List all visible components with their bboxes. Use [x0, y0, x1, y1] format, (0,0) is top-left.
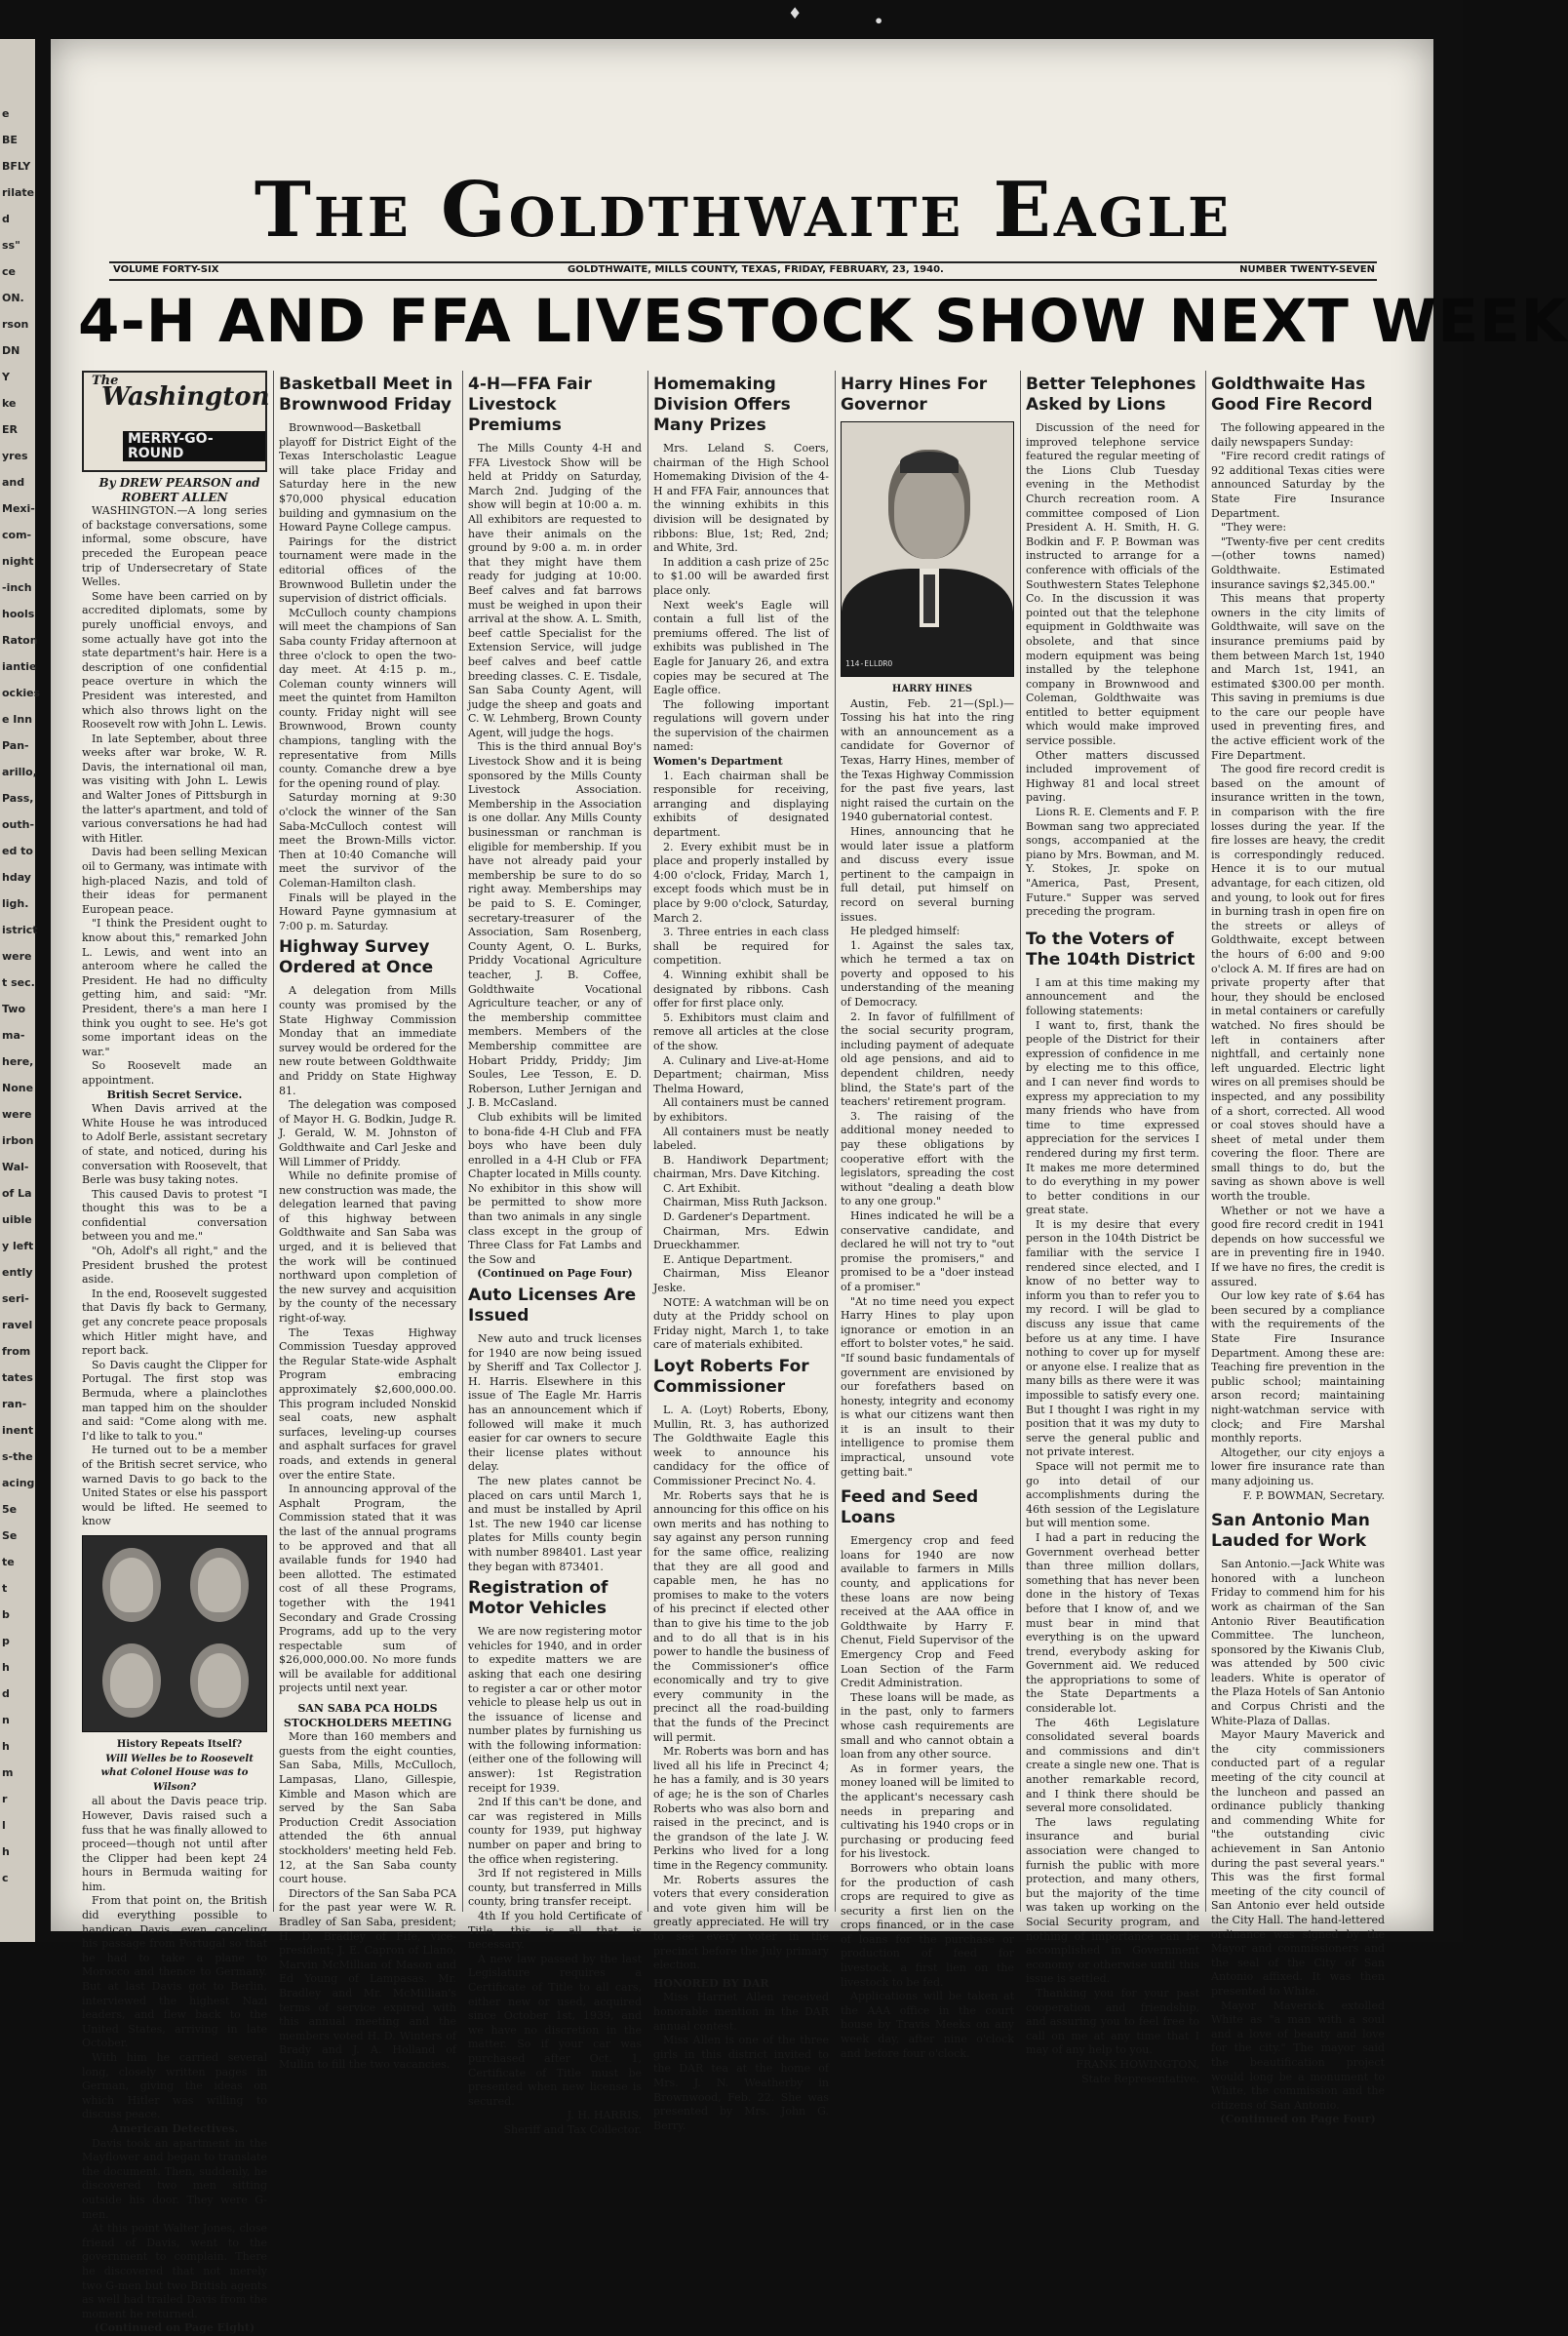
article-paragraphs — [1026, 976, 1199, 2058]
paragraph: The 46th Legislature consolidated several boards and commissions and din't create a single new one. That is another remarkable record, and I think there should be several more consolidated. — [1026, 1716, 1199, 1815]
adjacent-page-fragment: c — [2, 1872, 9, 1884]
paragraph: D. Gardener's Department. — [663, 1210, 811, 1224]
paragraph: A. Culinary and Live-at-Home Department; chairman, Miss Thelma Howard, — [653, 1053, 829, 1095]
headline-homemaking: Homemaking Division Offers Many Prizes — [653, 375, 791, 435]
adjacent-page-fragment: h — [2, 1845, 10, 1858]
paragraph: Saturday morning at 9:30 o'clock the winner of the San Saba-McCulloch contest will meet the Brown-Mills victor. Then at 10:40 Comanche will meet the survivor of the Coleman-Hamilton clash. — [279, 791, 456, 890]
headline-pca: SAN SABA PCA HOLDS STOCKHOLDERS MEETING — [283, 1702, 452, 1729]
adjacent-page-fragment: Raton — [2, 634, 38, 647]
adjacent-page-fragment: Pan- — [2, 739, 29, 752]
paragraph: A delegation from Mills county was promised by the State Highway Commission Monday that an immediate survey would be ordered for the new route between Goldthwaite and Priddy on State Highway 81. — [279, 984, 456, 1097]
paragraph: We are now registering motor vehicles for 1940, and in order to expedite matters we are asking that each one desiring to register a car or other motor vehicle to please help us out in the issuance of license and number plates by furnishing us with the following information: (either one of the following will answer): 1st Registration receipt for 1939. — [468, 1625, 642, 1795]
subhead: American Detectives. — [110, 2121, 239, 2135]
paragraph: These loans will be made, as in the past, only to farmers whose cash requirements are small and who cannot obtain a loan from any other source. — [841, 1690, 1014, 1762]
paragraph: 3. Three entries in each class shall be required for competition. — [653, 926, 829, 968]
adjacent-page-fragment: were — [2, 1108, 32, 1121]
adjacent-page-fragment: p — [2, 1635, 10, 1647]
article-paragraphs — [82, 2137, 267, 2322]
adjacent-page-fragment: ockies — [2, 687, 41, 699]
paragraph: Austin, Feb. 21—(Spl.)—Tossing his hat into the ring with an announcement as a candidate for Governor of Texas, Harry Hines, member of the Texas Highway Commission for the past five years, last night raised the curtain on the 1940 gubernatorial contest. — [841, 696, 1014, 824]
paragraph: The Texas Highway Commission Tuesday approved the Regular State-wide Asphalt Program embracing approximately $2,600,000.00. This program included Nonskid seal coats, new asphalt surfaces, leveling-up courses and asphalt surfaces for gravel roads, and extends in general over the entire State. — [279, 1326, 456, 1482]
paragraph: "Fire record credit ratings of 92 additional Texas cities were announced Saturday by the State Fire Insurance Department. — [1211, 450, 1385, 520]
paragraph: In late September, about three weeks after war broke, W. R. Davis, the international oil man, was visiting with John L. Lewis and Walter Jones of Pittsburgh in the latter's apartment, and told of various conversations he had had with Hitler. — [82, 732, 267, 845]
paragraph: 4. Winning exhibit shall be designated by ribbons. Cash offer for first place only. — [653, 968, 829, 1010]
article-paragraphs — [1211, 1558, 1385, 2113]
paragraph: When Davis arrived at the White House he was introduced to Adolf Berle, assistant secretary of state, and noticed, during his conversation with Roosevelt, that Berle was busy taking notes. — [82, 1102, 267, 1187]
paragraph: It is my desire that every person in the 104th District be familiar with the service I rendered since elected, and I know of no better way to inform you than to refer you to my record. I will be glad to discuss any issue that came before us at any time. I have nothing to cover up for myself or anyone else. I realize that as many bills as there were it was impossible to satisfy every one. But I thought I was right in my position that it was my duty to serve the general public and not private interest. — [1026, 1217, 1199, 1459]
adjacent-page-fragment: b — [2, 1608, 10, 1621]
headline-loans: Feed and Seed Loans — [841, 1487, 979, 1528]
paragraph: B. Handiwork Department; chairman, Mrs. Dave Kitching. — [653, 1153, 829, 1181]
merry-go-round-logo — [82, 371, 270, 472]
paragraph: 4th If you hold Certificate of Title, this is all that is necessary. — [468, 1910, 642, 1952]
adjacent-page-fragment: Se — [2, 1529, 18, 1542]
paragraph: I am at this time making my announcement and the following statements: — [1026, 975, 1199, 1017]
subhead: Women's Department — [653, 755, 783, 769]
adjacent-page-strip — [0, 39, 41, 1942]
article-paragraphs — [1211, 421, 1385, 1489]
adjacent-page-fragment: seri- — [2, 1292, 29, 1305]
column-rule — [273, 371, 274, 1912]
adjacent-page-fragment: te — [2, 1556, 15, 1568]
photo-welles-house — [82, 1535, 267, 1732]
paragraph: New auto and truck licenses for 1940 are now being issued by Sheriff and Tax Collector J. H. Harris. Elsewhere in this issue of The Eagle Mr. Harris has an announcement which if followed will make it much easier for car owners to secure their license plates without delay. — [468, 1332, 642, 1474]
adjacent-page-fragment: ss" — [2, 239, 20, 252]
headline-registration: Registration of Motor Vehicles — [468, 1578, 608, 1619]
paragraph: all about the Davis peace trip. However, Davis raised such a fuss that he was finally allowed to proceed—though not until after the Clipper had been kept 24 hours in Bermuda waiting for him. — [82, 1795, 267, 1893]
volume-label: VOLUME FORTY-SIX — [113, 264, 219, 275]
paragraph: The laws regulating insurance and burial association were changed to furnish the public with more protection, and many others, but the majority of the time was taken up working on the Social Security program, and nothing of importance can be accomplished in Government economy or otherwise until this issue is settled. — [1026, 1815, 1199, 1986]
headline-dar: HONORED BY DAR — [653, 1976, 769, 1990]
paragraph: 2nd If this can't be done, and car was registered in Mills county for 1939, put highway number on paper and bring to the office when registering. — [468, 1796, 642, 1866]
paragraph: E. Antique Department. — [663, 1252, 793, 1266]
adjacent-page-fragment: ed to — [2, 845, 33, 857]
paragraph: Hines, announcing that he would later issue a platform and discuss every issue pertinent to the campaign in full detail, put himself on record on several burning issues. — [841, 824, 1014, 924]
article-paragraphs — [468, 442, 642, 1267]
paragraph: The new plates cannot be placed on cars until March 1, and must be installed by April 1st. The new 1940 car license plates for Mills county begin with number 898401. Last year they began with 873401. — [468, 1474, 642, 1573]
article-paragraphs — [82, 1795, 267, 2122]
paragraph: This is the third annual Boy's Livestock Show and it is being sponsored by the Mills County Livestock Association. Membership in the Association is one dollar. Any Mills County businessman or ranchman is eligible for membership. If you have not already paid your membership be sure to do so right away. Memberships may be paid to S. E. Cominger, secretary-treasurer of the Association, Sam Rosenberg, County Agent, O. L. Burks, Priddy Vocational Agriculture teacher, J. B. Coffee, Goldthwaite Vocational Agriculture teacher, or any of the membership committee members. Members of the Membership committee are Hobart Priddy, Priddy; Jim Soules, Lee Tesson, E. D. Roberson, Luther Jernigan and J. B. McCasland. — [468, 740, 642, 1110]
adjacent-page-fragment: iantie — [2, 660, 37, 673]
adjacent-page-fragment: t sec. — [2, 976, 35, 989]
article-paragraphs — [279, 421, 456, 933]
paragraph: The delegation was composed of Mayor H. G. Bodkin, Judge R. J. Gerald, W. M. Johnston of Goldthwaite and Carl Jeske and Will Limmer of Priddy. — [279, 1098, 456, 1168]
adjacent-page-fragment: 5e — [2, 1503, 18, 1516]
adjacent-page-fragment: rson — [2, 318, 29, 331]
paragraph: Directors of the San Saba PCA for the past year were W. R. Bradley of San Saba, president; H. D. Bradley of Fife, vice-president; J. E. Capron of Llano, Marvin McMillian of Mason and Ed Young of Lampasas. Mr. Bradley and Mr. McMillian's terms of service expired with this annual meeting and the members voted H. D. Winters of Brady and J. A. Holland of Mullin to fill the two vacancies. — [279, 1886, 456, 2071]
paragraph: The good fire record credit is based on the amount of insurance written in the town, in comparison with the fire losses during the year. If the fire losses are heavy, the credit is correspondingly reduced. Hence it is to our mutual advantage, for each citizen, old and young, to look out for fires in burning trash in open fire on the streets or alleys of Goldthwaite, except between the hours of 6:00 and 9:00 o'clock A. M. If fires are had on private property after that hour, they should be enclosed in metal containers or carefully watched. No fires should be left in containers after nightfall, and certainly none left unguarded. Electric light wires on all premises should be inspected, and any possibility of a short, corrected. All wood or coal stoves should have a sheet of metal under them covering the floor. There are small things to do, but the saving as shown above is well worth the trouble. — [1211, 763, 1385, 1204]
dateline-bar — [109, 261, 1377, 281]
article-paragraphs — [653, 1404, 829, 1973]
column-telephones-voters — [1026, 371, 1199, 2085]
adjacent-page-fragment: d — [2, 1687, 10, 1700]
column-merry-go-round — [82, 371, 270, 2335]
adjacent-page-fragment: arillo, — [2, 766, 37, 778]
paragraph: So Davis caught the Clipper for Portugal. The first stop was Bermuda, where a plainclothes man tapped him on the shoulder and said: "Come along with me. I'd like to talk to you." — [82, 1358, 267, 1443]
signature: J. H. HARRIS, — [567, 2109, 642, 2122]
paragraph: Next week's Eagle will contain a full list of the premiums offered. The list of exhibits was published in The Eagle for January 26, and extra copies may be secured at The Eagle office. — [653, 598, 829, 697]
paragraph: C. Art Exhibit. — [663, 1181, 741, 1195]
paragraph: Hines indicated he will be a conservative candidate, and declared he will not try to "out promise the promisers," and promised to be a "doer instead of a promiser." — [841, 1208, 1014, 1293]
paragraph: The following important regulations will govern under the supervision of the chairmen named: — [653, 697, 829, 754]
paragraph: Chairman, Mrs. Edwin Drueckhammer. — [653, 1224, 829, 1252]
adjacent-page-fragment: m — [2, 1766, 14, 1779]
paragraph: Finals will be played in the Howard Payne gymnasium at 7:00 p. m. Saturday. — [279, 891, 456, 932]
adjacent-page-fragment: hday — [2, 871, 31, 884]
headline-premiums: 4-H—FFA Fair Livestock Premiums — [468, 375, 592, 435]
headline-voters: To the Voters of The 104th District — [1026, 929, 1196, 970]
article-paragraphs — [279, 1730, 456, 2072]
continued-note: (Continued on Page Eight) — [94, 2321, 255, 2335]
adjacent-page-fragment: Wal- — [2, 1161, 29, 1173]
column-basketball-highway — [279, 371, 456, 2071]
paragraph: 3rd If not registered in Mills county, but transferred in Mills county, bring transfer receipt. — [468, 1867, 642, 1909]
paragraph: With him he carried several long, closely written pages in German, giving the ideas on which Hitler was willing to discuss peace. — [82, 2051, 267, 2121]
adjacent-page-fragment: night — [2, 555, 34, 568]
column-premiums-licenses — [468, 371, 642, 2136]
paragraph: The Mills County 4-H and FFA Livestock Show will be held at Priddy on Saturday, March 2nd. Judging of the show will begin at 10:00 a. m. All exhibitors are requested to have their animals on the ground by 9:00 a. m. in order that they might have them ready for judging at 10:00. Beef calves and fat barrows must be weighed in upon their arrival at the show. A. L. Smith, beef cattle Specialist for the Extension Service, will judge beef calves and beef cattle breeding classes. C. E. Tisdale, San Saba County Agent, will judge the sheep and goats and C. W. Lehmberg, Brown County Agent, will judge the hogs. — [468, 442, 642, 739]
signature-title: State Representative. — [1081, 2072, 1199, 2085]
article-paragraphs — [468, 1625, 642, 2109]
adjacent-page-fragment: here, — [2, 1055, 34, 1068]
article-paragraphs — [653, 770, 829, 1353]
column-rule — [1020, 371, 1021, 1912]
paragraph: "Oh, Adolf's all right," and the President brushed the protest aside. — [82, 1245, 267, 1287]
adjacent-page-fragment: com- — [2, 529, 32, 541]
adjacent-page-fragment: from — [2, 1345, 31, 1358]
article-paragraphs — [653, 442, 829, 755]
paragraph: Chairman, Miss Ruth Jackson. — [663, 1196, 828, 1209]
issue-number: NUMBER TWENTY-SEVEN — [1239, 264, 1375, 275]
signature: FRANK HOWINGTON, — [1076, 2057, 1199, 2071]
adjacent-page-fragment: e Inn — [2, 713, 33, 726]
column-fire-san-antonio — [1211, 371, 1385, 2126]
subhead: British Secret Service. — [106, 1088, 243, 1101]
photo-caption-italic: Will Welles be to Roosevelt what Colonel House was to Wilson? — [100, 1753, 254, 1793]
adjacent-page-fragment: y left — [2, 1240, 34, 1252]
paragraph: Lions R. E. Clements and F. P. Bowman sang two appreciated songs, accompanied at the piano by Mrs. Bowman, and M. Y. Stokes, Jr. spoke on "America, Past, Present, Future." Supper was served preceding the program. — [1026, 806, 1199, 919]
paragraph: This caused Davis to protest "I thought this was to be a confidential conversation between you and me." — [82, 1187, 267, 1244]
article-paragraphs — [468, 1332, 642, 1574]
paragraph: WASHINGTON.—A long series of backstage conversations, some informal, some obscure, have preceded the European peace trip of Undersecretary of State Welles. — [82, 504, 267, 589]
paragraph: The following appeared in the daily newspapers Sunday: — [1211, 421, 1385, 449]
edge-mark: ♦ — [788, 4, 803, 22]
article-paragraphs — [1026, 421, 1199, 920]
adjacent-page-fragment: ently — [2, 1266, 33, 1279]
adjacent-page-fragment: e — [2, 107, 10, 120]
paragraph: Davis had been selling Mexican oil to Germany, was intimate with high-placed Nazis, and told of their ideas for permanent European peace. — [82, 846, 267, 916]
adjacent-page-fragment: BFLY — [2, 160, 31, 173]
dateline: GOLDTHWAITE, MILLS COUNTY, TEXAS, FRIDAY, FEBRUARY, 23, 1940. — [568, 264, 944, 275]
paragraph: Chairman, Miss Eleanor Jeske. — [653, 1267, 829, 1295]
paragraph: Club exhibits will be limited to bona-fide 4-H Club and FFA boys who have been duly enrolled in a 4-H Club or FFA Chapter located in Mills county. No exhibitor in this show will be permitted to show more than two animals in any single class except in the group of Three Class for Fat Lambs and the Sow and — [468, 1110, 642, 1266]
article-paragraphs — [841, 697, 1014, 1481]
adjacent-page-fragment: istrict — [2, 924, 38, 936]
adjacent-page-fragment: ligh. — [2, 897, 29, 910]
adjacent-page-fragment: BE — [2, 134, 18, 146]
adjacent-page-fragment: ma- — [2, 1029, 25, 1042]
adjacent-page-fragment: Two — [2, 1003, 26, 1015]
logo-washington: Washington — [101, 382, 270, 412]
article-paragraphs — [653, 1991, 829, 2133]
adjacent-page-fragment: ce — [2, 265, 16, 278]
paragraph: Altogether, our city enjoys a lower fire insurance rate than many adjoining us. — [1211, 1445, 1385, 1487]
adjacent-page-fragment: ER — [2, 423, 18, 436]
byline: By DREW PEARSON and ROBERT ALLEN — [98, 476, 260, 504]
adjacent-page-fragment: yres — [2, 450, 28, 462]
paragraph: In the end, Roosevelt suggested that Davis fly back to Germany, get any concrete peace proposals which Hitler might have, and report back. — [82, 1287, 267, 1358]
paragraph: Mr. Roberts was born and has lived all his life in Precinct 4; he has a family, and is 30 years of age; he is the son of Charles Roberts who was also born and raised in the precinct, and is the grandson of the late J. W. Perkins who lived for a long time in the Regency community. — [653, 1745, 829, 1872]
paragraph: Davis took an apartment in the Mayflower and began to translate the document. Then, suddenly, he discovered two men sitting outside his door. They were G-men. — [82, 2136, 267, 2221]
article-paragraphs — [841, 1534, 1014, 2061]
adjacent-page-fragment: r — [2, 1793, 8, 1805]
paragraph: 1. Against the sales tax, which he termed a tax on poverty and opposed to his understanding of the meaning of Democracy. — [841, 938, 1014, 1010]
paragraph: I had a part in reducing the Government overhead better than three million dollars, something that has never been done in the history of Texas before that I know of, and we must bear in mind that everything is on the upward trend, everybody asking for Government aid. We reduced the appropriations to some of the State Departments a considerable lot. — [1026, 1530, 1199, 1716]
paragraph: Mrs. Leland S. Coers, chairman of the High School Homemaking Division of the 4-H and FFA Fair, announces that the winning exhibits in this division will be designated by ribbons: Blue, 1st; Red, 2nd; and White, 3rd. — [653, 442, 829, 555]
headline-licenses: Auto Licenses Are Issued — [468, 1286, 637, 1326]
paragraph: Whether or not we have a good fire record credit in 1941 depends on how successful we are in preventing fire in 1940. If we have no fires, the credit is assured. — [1211, 1204, 1385, 1288]
paragraph: Miss Allen is one of the three girls in this district invited to the DAR tea at the home of Mrs. J. N. Weatherby in Brownwood, Feb. 22. She was presented by Mrs. John G. Berry. — [653, 2034, 829, 2132]
paragraph: He turned out to be a member of the British secret service, who warned Davis to go back to the United States or else his passport would be lifted. He seemed to know — [82, 1444, 267, 1528]
photo-caption: History Repeats Itself? — [116, 1738, 243, 1750]
paragraph: As in former years, the money loaned will be limited to the applicant's necessary cash needs in preparing and cultivating his 1940 crops or in purchasing or producing feed for his livestock. — [841, 1762, 1014, 1861]
paragraph: He pledged himself: — [850, 925, 960, 938]
masthead-title: The Goldthwaite Eagle — [254, 166, 1233, 255]
adjacent-page-fragment: None — [2, 1082, 34, 1094]
paragraph: 3. The raising of the additional money needed to pay these obligations by cooperative effort with the legislators, spreading the cost without "dealing a death blow to any one group." — [841, 1109, 1014, 1208]
paragraph: Applications will be taken at the AAA office in the court house by Travis Meeks on any week day, after nine o'clock and before four o'clock. — [841, 1990, 1014, 2060]
paragraph: Our low key rate of $.64 has been secured by a compliance with the requirements of the State Fire Insurance Department. Among these are: Teaching fire prevention in the public school; maintaining arson record; maintaining night-watchman service with clock; and Fire Marshal monthly reports. — [1211, 1289, 1385, 1445]
adjacent-page-fragment: l — [2, 1819, 6, 1832]
paragraph: Other matters discussed included improvement of Highway 81 and local street paving. — [1026, 748, 1199, 805]
paragraph: A new law passed by the last Legislature requires a Certificate of Title to all cars, either new or used, acquired since October 1st, 1939, and we have no discretion in the matter. So if your car was purchased after Oct. 1, Certificate of Title must be presented when new license is secured. — [468, 1952, 642, 2108]
article-paragraphs — [82, 1102, 267, 1529]
paragraph: Mr. Roberts assures the voters that every consideration and vote given him will be greatly appreciated. He will try to see every voter in the precinct before the July primary election. — [653, 1873, 829, 1972]
photo-harry-hines — [841, 421, 1014, 677]
adjacent-page-fragment: Mexi- — [2, 502, 35, 515]
paragraph: Some have been carried on by accredited diplomats, some by purely unofficial envoys, and some actually have got into the state department's hair. Here is a description of one confidential peace overture in which the President was interested, and which also throws light on the Roosevelt row with John L. Lewis. — [82, 589, 267, 732]
article-paragraphs — [82, 504, 267, 1088]
headline-basketball: Basketball Meet in Brownwood Friday — [279, 375, 453, 415]
adjacent-page-fragment: and — [2, 476, 25, 489]
continued-note: (Continued on Page Four) — [477, 1267, 633, 1281]
paragraph: From that point on, the British did everything possible to handicap Davis, even canceling his passage from Portugal so that he had to take a plane to Morocco and thence to Germany. But at last Davis got to Berlin, interviewed the highest Nazi leaders, and flew back to the United States, arriving in late October. — [82, 1894, 267, 2050]
edge-mark: • — [874, 12, 884, 30]
paragraph: L. A. (Loyt) Roberts, Ebony, Mullin, Rt. 3, has authorized The Goldthwaite Eagle this week to announce his candidacy for the office of Commissioner Precinct No. 4. — [653, 1404, 829, 1487]
adjacent-page-fragment: irbon — [2, 1134, 34, 1147]
paragraph: Thanking you for your past cooperation and friendship, and assuring you to feel free to call on me at any time that I may of any help to you. — [1026, 1986, 1199, 2057]
adjacent-page-fragment: DN — [2, 344, 20, 357]
paragraph: In announcing approval of the Asphalt Program, the Commission stated that it was the last of the annual programs to be approved and that all available funds for 1940 had been allotted. The estimated cost of all these Programs, together with the 1941 Secondary and Grade Crossing Programs, add up to the very respectable sum of $26,000,000.00. No more funds will be available for additional projects until next year. — [279, 1483, 456, 1695]
headline-fire: Goldthwaite Has Good Fire Record — [1211, 375, 1373, 415]
paragraph: Brownwood—Basketball playoff for District Eight of the Texas Interscholastic League will take place Friday and Saturday here in the new $70,000 physical education building and gymnasium on the Howard Payne College campus. — [279, 421, 456, 535]
headline-highway: Highway Survey Ordered at Once — [279, 937, 434, 978]
headline-telephones: Better Telephones Asked by Lions — [1026, 375, 1196, 415]
paragraph: Emergency crop and feed loans for 1940 are now available to farmers in Mills county, and applications for these loans are now being received at the AAA office in Goldthwaite by Harry F. Chenut, Field Supervisor of the Emergency Crop and Feed Loan Section of the Farm Credit Administration. — [841, 1534, 1014, 1690]
paragraph: Borrowers who obtain loans for the production of cash crops are required to give as security a first lien on the crops financed, or in the case of loans for the purchase or production of feed for livestock, a first lien on the livestock to be fed. — [841, 1861, 1014, 1989]
adjacent-page-fragment: h — [2, 1740, 10, 1753]
paragraph: "At no time need you expect Harry Hines to play upon ignorance or emotion in an effort to bolster votes," he said. "If sound basic fundamentals of government are envisioned by our forefathers based on honesty, integrity and economy is what our citizens want then it is an insult to their intelligence to promise them impractical, unsound vote getting bait." — [841, 1294, 1014, 1479]
paragraph: All containers must be neatly labeled. — [653, 1125, 829, 1153]
adjacent-page-fragment: s-the — [2, 1450, 33, 1463]
paragraph: Pairings for the district tournament were made in the editorial offices of the Brownwood Bulletin under the supervision of district officials. — [279, 535, 456, 606]
paragraph: 2. In favor of fulfillment of the social security program, including payment of adequate old age pensions, and aid to dependent children, needy blind, the State's part of the teachers' retirement program. — [841, 1010, 1014, 1109]
adjacent-page-fragment: inent — [2, 1424, 34, 1437]
paragraph: 1. Each chairman shall be responsible for receiving, arranging and displaying exhibits of designated department. — [653, 769, 829, 840]
adjacent-page-fragment: t — [2, 1582, 8, 1595]
paragraph: Miss Harriet Allen received honorable mention in the DAR annual contest. — [653, 1991, 829, 2033]
adjacent-page-fragment: n — [2, 1714, 10, 1726]
adjacent-page-fragment: acing — [2, 1477, 35, 1489]
paragraph: Mayor Maverick extolled White as "a man with a soul and a love of beauty and love for the city." The mayor said the beautification project would long be a monument to White, the commission and the citizens of San Antonio. — [1211, 1999, 1385, 2112]
adjacent-page-fragment: Y — [2, 371, 10, 383]
signature-title: Sheriff and Tax Collector. — [503, 2122, 642, 2136]
logo-merry-go-round: MERRY-GO-ROUND — [123, 431, 265, 461]
paragraph: I want to, first, thank the people of the District for their expression of confidence in me by electing me to this office, and I can never find words to express my appreciation to my many friends who have from time to time expressed appreciation for the services I rendered during my first term. It makes me more determined to do everything in my power to better conditions in our great state. — [1026, 1018, 1199, 1217]
paragraph: This means that property owners in the city limits of Goldthwaite, will save on the insurance premiums paid by them between March 1st, 1940 and March 1st, 1941, an estimated $300.00 per month. This saving in premiums is due to the care our people have used in preventing fires, and the active efficient work of the Fire Department. — [1211, 592, 1385, 762]
adjacent-page-fragment: d — [2, 213, 10, 225]
paragraph: All containers must be canned by exhibitors. — [653, 1096, 829, 1124]
paragraph: NOTE: A watchman will be on duty at the Priddy school on Friday night, March 1, to take care of materials exhibited. — [653, 1295, 829, 1352]
logo-the: The — [92, 374, 119, 388]
signature: F. P. BOWMAN, Secretary. — [1242, 1488, 1385, 1502]
adjacent-page-fragment: hools — [2, 608, 35, 620]
adjacent-page-fragment: were — [2, 950, 32, 963]
paragraph: Mr. Roberts says that he is announcing for this office on his own merits and has nothing to say against any person running for the same office, realizing that they are all good and capable men, he has no promises to make to the voters of his precinct if elected other than to give his time to the job and to do all that is in his power to handle the business of the Commissioner's office economically and try to give every community in the precinct all the road-building that the funds of the Precinct will permit. — [653, 1488, 830, 1744]
paragraph: 2. Every exhibit must be in place and properly installed by 4:00 o'clock, Friday, March 1, except foods which must be in place by 9:00 o'clock, Saturday, March 2. — [653, 840, 829, 925]
adjacent-page-fragment: ON. — [2, 292, 24, 304]
column-rule — [647, 371, 648, 1912]
article-paragraphs — [279, 984, 456, 1696]
column-hines-loans — [841, 371, 1014, 2060]
adjacent-page-fragment: of La — [2, 1187, 32, 1200]
adjacent-page-fragment: Pass, — [2, 792, 34, 805]
paragraph: San Antonio.—Jack White was honored with a luncheon Friday to commend him for his work as chairman of the San Antonio River Beautification Committee. The luncheon, sponsored by the Kiwanis Club, was attended by 500 civic leaders. White is operator of the Plaza Hotels of San Antonio and Corpus Christi and the White-Plaza of Dallas. — [1211, 1558, 1385, 1727]
paragraph: Mayor Maury Maverick and the city commissioners conducted part of a regular meeting of the city council at the luncheon and passed an ordinance publicly thanking and commending White for "the outstanding civic achievement in San Antonio during the past several years." This was the first formal meeting of the city council of San Antonio ever held outside the City Hall. The hand-lettered ordinance was signed by the Mayor and commissioners and the seal of the City of San Antonio affixed. It was then presented to White. — [1211, 1728, 1385, 1998]
paragraph: "They were: — [1221, 521, 1287, 535]
headline-roberts: Loyt Roberts For Commissioner — [653, 1357, 809, 1397]
continued-note: (Continued on Page Four) — [1220, 2113, 1376, 2126]
paragraph: 5. Exhibitors must claim and remove all articles at the close of the show. — [653, 1010, 829, 1052]
paragraph: More than 160 members and guests from the eight counties, San Saba, Mills, McCulloch, Lampasas, Llano, Gillespie, Kimble and Mason which are served by the San Saba Production Credit Association attended the 6th annual stockholders' meeting held Feb. 12, at the San Saba county court house. — [279, 1730, 456, 1886]
column-rule — [462, 371, 463, 1912]
adjacent-page-fragment: ravel — [2, 1319, 33, 1331]
adjacent-page-fragment: outh- — [2, 818, 35, 831]
adjacent-page-fragment: rilate — [2, 186, 35, 199]
paragraph: "Twenty-five per cent credits—(other towns named) Goldthwaite. Estimated insurance savings $2,345.00." — [1211, 535, 1385, 591]
paragraph: Discussion of the need for improved telephone service featured the regular meeting of the Lions Club Tuesday evening in the Methodist Church recreation room. A committee composed of Lion President A. H. Smith, H. G. Bodkin and F. P. Bowman was instructed to arrange for a conference with officials of the Southwestern States Telephone Co. In the discussion it was pointed out that the telephone equipment in Goldthwaite was obsolete, and that since modern equipment was being installed by the telephone company in Brownwood and Coleman, Goldthwaite was entitled to better equipment which would make improved service possible. — [1026, 421, 1199, 748]
photo-tag: 114-ELLDRO — [845, 659, 893, 669]
paragraph: While no definite promise of new construction was made, the delegation learned that paving of this highway between Goldthwaite and San Saba was urged, and it is believed that the work will be continued northward upon completion of the new survey and acquisition by the county of the necessary right-of-way. — [279, 1169, 456, 1326]
paragraph: McCulloch county champions will meet the champions of San Saba county Friday afternoon at three o'clock to open the two-day meet. At 4:15 p. m., Coleman county winners will meet the quintet from Hamilton county. Friday night will see Brownwood, Brown county champions, tangling with the representative from Mills county. Comanche drew a bye for the opening round of play. — [279, 606, 456, 790]
column-rule — [1205, 371, 1206, 1912]
paragraph: "I think the President ought to know about this," remarked John L. Lewis, and went into an anteroom where he called the President. He had no difficulty getting him, and said: "Mr. President, there's a man here I think you ought to see. He's got some important ideas on the war." — [82, 917, 267, 1058]
paragraph: Space will not permit me to go into detail of our accomplishments during the 46th session of the Legislature but will mention some. — [1026, 1459, 1199, 1530]
adjacent-page-fragment: -inch — [2, 581, 32, 594]
adjacent-page-fragment: ke — [2, 397, 17, 410]
adjacent-page-fragment: ran- — [2, 1398, 27, 1410]
adjacent-page-fragment: tates — [2, 1371, 33, 1384]
paragraph: At this point Walter Jones, close friend of Davis, went to the government to complain. There he discovered that not merely two G-men but two British agents as well had trailed Davis from the moment he returned. — [82, 2222, 267, 2320]
adjacent-page-fragment: uible — [2, 1213, 32, 1226]
adjacent-page-fragment: h — [2, 1661, 10, 1674]
column-homemaking-roberts — [653, 371, 830, 2132]
paragraph: So Roosevelt made an appointment. — [82, 1059, 267, 1087]
paragraph: In addition a cash prize of 25c to $1.00 will be awarded first place only. — [653, 555, 829, 597]
photo-caption: HARRY HINES — [891, 684, 973, 694]
column-rule — [835, 371, 836, 1912]
banner-headline: 4-H AND FFA LIVESTOCK SHOW NEXT WEEK — [78, 287, 1568, 356]
headline-san-antonio: San Antonio Man Lauded for Work — [1211, 1511, 1370, 1552]
headline-hines: Harry Hines For Governor — [841, 375, 988, 415]
